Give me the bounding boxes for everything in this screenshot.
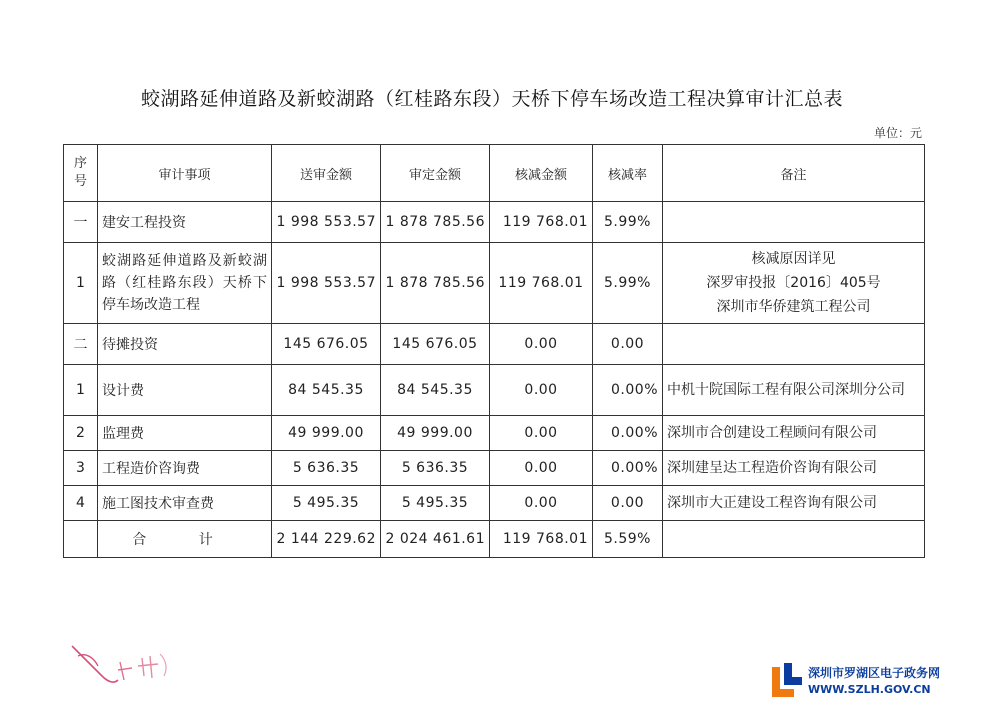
item-reduction: 119 768.01	[490, 243, 593, 324]
item-remark: 深圳市大正建设工程咨询有限公司	[663, 486, 925, 521]
item-approved: 5 495.35	[381, 486, 490, 521]
item-reduction: 0.00	[490, 451, 593, 486]
item-seq: 4	[64, 486, 98, 521]
total-remark	[663, 521, 925, 558]
item-approved: 49 999.00	[381, 416, 490, 451]
section-remark	[663, 202, 925, 243]
table-row	[64, 451, 925, 486]
header-item: 审计事项	[98, 145, 272, 202]
audit-summary-table	[63, 144, 925, 558]
item-reduction: 0.00	[490, 416, 593, 451]
remark-line: 深罗审投报〔2016〕405号	[706, 275, 881, 291]
section-name: 待摊投资	[98, 324, 272, 365]
szlh-logo	[770, 659, 970, 701]
section-rate: 5.99%	[593, 202, 663, 243]
total-rate: 5.59%	[593, 521, 663, 558]
total-label: 合 计	[98, 521, 272, 558]
total-row	[64, 521, 925, 558]
item-rate: 0.00%	[593, 451, 663, 486]
total-reduction: 119 768.01	[490, 521, 593, 558]
item-name: 蛟湖路延伸道路及新蛟湖路（红桂路东段）天桥下停车场改造工程	[98, 243, 272, 324]
section-approved: 145 676.05	[381, 324, 490, 365]
remark-line: 核减原因详见	[751, 251, 836, 267]
header-seq: 序号	[64, 145, 98, 202]
section-row-pending	[64, 324, 925, 365]
item-rate: 5.99%	[593, 243, 663, 324]
total-submitted: 2 144 229.62	[272, 521, 381, 558]
item-name: 工程造价咨询费	[98, 451, 272, 486]
section-name: 建安工程投资	[98, 202, 272, 243]
remark-line: 深圳市华侨建筑工程公司	[716, 299, 871, 315]
table-row	[64, 365, 925, 416]
item-submitted: 5 636.35	[272, 451, 381, 486]
section-approved: 1 878 785.56	[381, 202, 490, 243]
header-submitted: 送审金额	[272, 145, 381, 202]
total-seq	[64, 521, 98, 558]
header-remark: 备注	[663, 145, 925, 202]
table-row	[64, 486, 925, 521]
svg-text:WWW.SZLH.GOV.CN: WWW.SZLH.GOV.CN	[808, 683, 931, 696]
item-remark: 深圳建呈达工程造价咨询有限公司	[663, 451, 925, 486]
item-submitted: 5 495.35	[272, 486, 381, 521]
item-submitted: 84 545.35	[272, 365, 381, 416]
section-remark	[663, 324, 925, 365]
item-approved: 1 878 785.56	[381, 243, 490, 324]
item-reduction: 0.00	[490, 365, 593, 416]
header-reduction: 核减金额	[490, 145, 593, 202]
section-submitted: 1 998 553.57	[272, 202, 381, 243]
item-seq: 1	[64, 365, 98, 416]
table-row	[64, 416, 925, 451]
item-approved: 5 636.35	[381, 451, 490, 486]
unit-label: 单位：元	[873, 126, 922, 140]
handwritten-signature	[68, 632, 178, 692]
header-approved: 审定金额	[381, 145, 490, 202]
section-reduction: 0.00	[490, 324, 593, 365]
item-remark: 深圳市合创建设工程顾问有限公司	[663, 416, 925, 451]
section-submitted: 145 676.05	[272, 324, 381, 365]
item-name: 监理费	[98, 416, 272, 451]
item-name: 设计费	[98, 365, 272, 416]
item-remark	[663, 243, 925, 324]
item-seq: 3	[64, 451, 98, 486]
item-submitted: 49 999.00	[272, 416, 381, 451]
item-seq: 1	[64, 243, 98, 324]
item-seq: 2	[64, 416, 98, 451]
item-rate: 0.00	[593, 486, 663, 521]
item-rate: 0.00%	[593, 365, 663, 416]
item-rate: 0.00%	[593, 416, 663, 451]
section-rate: 0.00	[593, 324, 663, 365]
svg-text:深圳市罗湖区电子政务网: 深圳市罗湖区电子政务网	[808, 666, 941, 680]
item-name: 施工图技术审查费	[98, 486, 272, 521]
item-approved: 84 545.35	[381, 365, 490, 416]
item-remark: 中机十院国际工程有限公司深圳分公司	[663, 365, 925, 416]
section-seq: 二	[64, 324, 98, 365]
header-rate: 核减率	[593, 145, 663, 202]
table-row	[64, 243, 925, 324]
total-approved: 2 024 461.61	[381, 521, 490, 558]
section-reduction: 119 768.01	[490, 202, 593, 243]
header-row	[64, 145, 925, 202]
item-submitted: 1 998 553.57	[272, 243, 381, 324]
item-reduction: 0.00	[490, 486, 593, 521]
document-title: 蛟湖路延伸道路及新蛟湖路（红桂路东段）天桥下停车场改造工程决算审计汇总表	[140, 88, 843, 110]
section-seq: 一	[64, 202, 98, 243]
section-row-construction	[64, 202, 925, 243]
